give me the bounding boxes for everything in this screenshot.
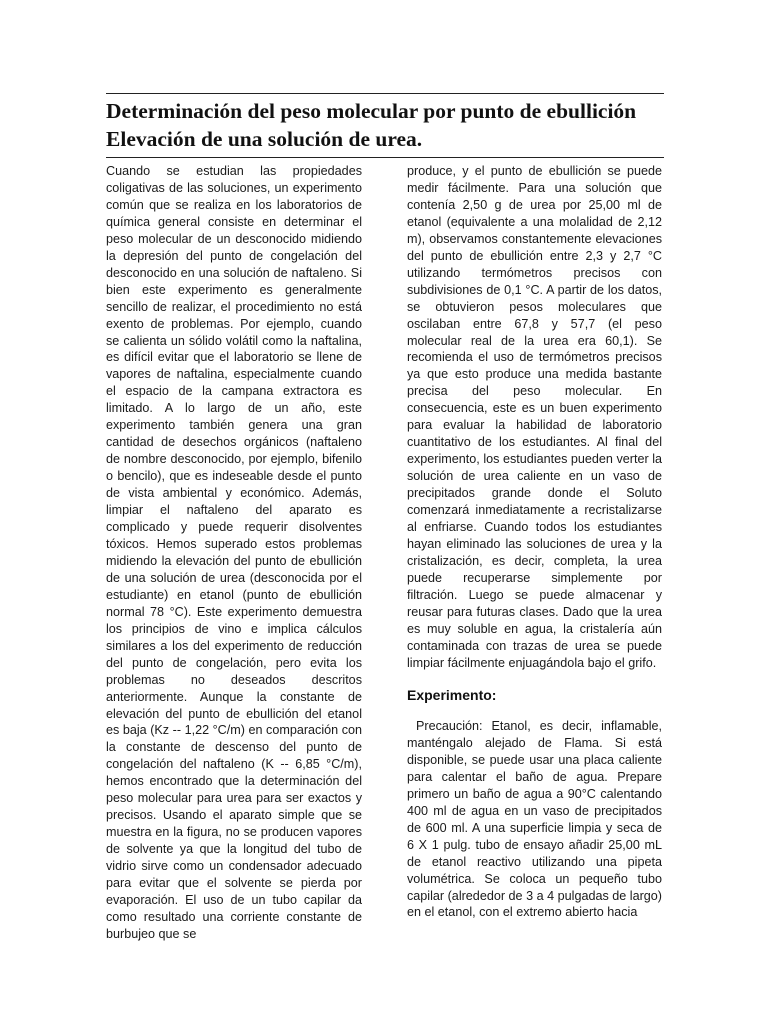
right-column (407, 163, 662, 672)
document-title-line-1: Determinación del peso molecular por punto de ebullición (106, 99, 637, 123)
experiment-text: Precaución: Etanol, es decir, inflamable, manténgalo alejado de Flama. Si está disponible, se puede usar una placa caliente para calentar el baño de agua. Prepare primero un baño de agua a 90°C calentando 400 ml de agua en un vaso de precipitados de 600 ml. A una superficie limpia y seca de 6 X 1 pulg. tubo de ensayo añadir 25,00 mL de etanol reactivo utilizando una pipeta volumétrica. Se coloca un pequeño tubo capilar (alrededor de 3 a 4 pulgadas de largo) en el etanol, con el extremo abierto hacia (407, 719, 662, 920)
left-column (106, 163, 362, 943)
experiment-heading: Experimento: (407, 687, 497, 703)
document-title-line-2: Elevación de una solución de urea. (106, 127, 423, 151)
title-block (106, 93, 664, 158)
left-column-text: Cuando se estudian las propiedades coligativas de las soluciones, un experimento común que se realiza en los laboratorios de química general consiste en determinar el peso molecular de un desconocido midiendo la depresión del punto de congelación del desconocido en una solución de naftaleno. Si bien este experimento es generalmente sencillo de realizar, el procedimiento no está exento de problemas. Por ejemplo, cuando se calienta un sólido volátil como la naftalina, es difícil evitar que el laboratorio se llene de vapores de naftalina, especialmente cuando el espacio de la campana extractora es limitado. A lo largo de un año, este experimento también genera una gran cantidad de desechos orgánicos (naftaleno de nombre desconocido, por ejemplo, bifenilo o bencilo), que es indeseable desde el punto de vista ambiental y económico. Además, limpiar el naftaleno del aparato es complicado y puede requerir disolventes tóxicos. Hemos superado estos problemas midiendo la elevación del punto de ebullición de una solución de urea (desconocida por el estudiante) en etanol (punto de ebullición normal 78 °C). Este experimento demuestra los principios de vino e implica cálculos similares a los del experimento de reducción del punto de congelación, pero evita los problemas no deseados descritos anteriormente. Aunque la constante de elevación del punto de ebullición del etanol es baja (Kz -- 1,22 °C/m) en comparación con la constante de descenso del punto de congelación del naftaleno (K -- 6,85 °C/m), hemos encontrado que la determinación del peso molecular para urea para ser exactos y precisos. Usando el aparato simple que se muestra en la figura, no se producen vapores de solvente ya que la longitud del tubo de vidrio sirve como un condensador adecuado para evitar que el solvente se pierda por evaporación. El uso de un tubo capilar da como resultado una corriente constante de burbujeo que se (106, 164, 362, 941)
right-column-text: produce, y el punto de ebullición se puede medir fácilmente. Para una solución que contenía 2,50 g de urea por 25,00 ml de etanol (equivalente a una molalidad de 2,12 m), observamos constantemente elevaciones del punto de ebullición entre 2,3 y 2,7 °C utilizando termómetros precisos con subdivisiones de 0,1 °C. A partir de los datos, se obtuvieron pesos moleculares que oscilaban entre 67,8 y 57,7 (el peso molecular real de la urea era 60,1). Se recomienda el uso de termómetros precisos ya que esto produce una medida bastante precisa del peso molecular. En consecuencia, este es un buen experimento para evaluar la habilidad de laboratorio cuantitativo de los estudiantes. Al final del experimento, los estudiantes pueden verter la solución de urea caliente en un vaso de precipitados grande donde el Soluto comenzará inmediatamente a recristalizarse al enfriarse. Cuando todos los estudiantes hayan eliminado las soluciones de urea y la cristalización, es decir, completa, la urea puede recuperarse simplemente por filtración. Luego se puede almacenar y reusar para futuras clases. Dado que la urea es muy soluble en agua, la cristalería aún contaminada con trazas de urea se puede limpiar fácilmente enjuagándola bajo el grifo. (407, 164, 662, 670)
experiment-section (407, 718, 662, 921)
